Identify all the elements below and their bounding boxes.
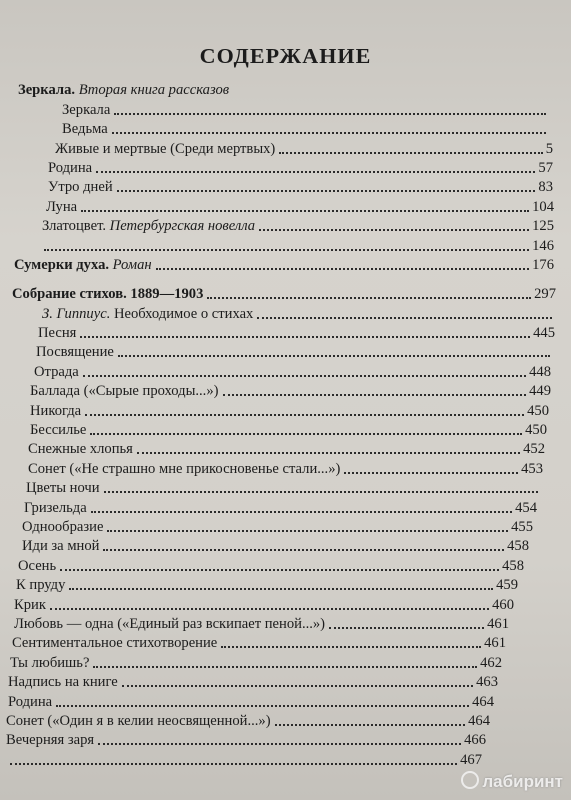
toc-entry-text: Луна xyxy=(46,198,78,215)
toc-entry-page-number: 467 xyxy=(460,751,482,768)
toc-entry-page-number: 450 xyxy=(525,422,547,439)
toc-entry-text: Баллада («Сырые проходы...») xyxy=(30,383,219,400)
toc-entry-text: Песня xyxy=(38,325,77,342)
toc-entry-page-number: 5 xyxy=(545,140,553,157)
toc-entry-page-number: 176 xyxy=(532,256,554,273)
toc-entry-title xyxy=(22,519,103,536)
toc-entry xyxy=(0,323,555,342)
toc-entry-text: Сентиментальное стихотворение xyxy=(12,635,218,652)
leader-dots xyxy=(107,529,508,532)
toc-entry-title xyxy=(12,635,217,652)
toc-entry xyxy=(0,303,555,322)
toc-entry xyxy=(0,497,537,516)
toc-entry-title xyxy=(6,732,94,749)
toc-entry-page-number: 460 xyxy=(492,596,514,613)
toc-entry-page-number: 459 xyxy=(496,577,518,594)
leader-dots xyxy=(83,374,526,377)
leader-dots xyxy=(156,267,529,270)
toc-entry xyxy=(0,517,533,536)
toc-entry-text: Гризельда xyxy=(24,499,87,516)
toc-entry xyxy=(0,284,556,303)
leader-dots xyxy=(275,723,466,726)
toc-entry-text: Посвящение xyxy=(36,344,114,361)
toc-entry-text: Родина xyxy=(48,159,93,176)
toc-entry-title xyxy=(14,597,46,614)
toc-entry-text: Крик xyxy=(14,596,46,613)
toc-entry-page-number: 449 xyxy=(529,383,551,400)
leader-dots xyxy=(257,316,552,319)
toc-entry-text: З. Гиппиус. xyxy=(42,305,111,322)
toc-entry xyxy=(0,138,553,157)
toc-entry-title xyxy=(14,257,152,274)
leader-dots xyxy=(80,335,530,338)
toc-entry xyxy=(0,80,557,99)
toc-entry xyxy=(0,555,524,574)
toc-entry xyxy=(0,652,502,671)
watermark-text: лабиринт xyxy=(482,772,563,791)
toc-entry-text: Зеркала xyxy=(62,101,111,118)
toc-entry-text: Зеркала. xyxy=(18,82,76,99)
toc-entry-page-number: 448 xyxy=(529,363,551,380)
toc-entry xyxy=(0,177,553,196)
toc-entry-text: Любовь — одна («Единый раз вскипает пеной...») xyxy=(14,615,326,632)
leader-dots xyxy=(117,189,536,192)
toc-entry-page-number: 83 xyxy=(538,179,553,196)
leader-dots xyxy=(233,94,554,95)
toc-entry-text: Надпись на книге xyxy=(8,674,118,691)
toc-entry-page-number: 464 xyxy=(472,693,494,710)
toc-entry-title xyxy=(18,82,229,99)
toc-entry-page-number: 462 xyxy=(480,654,502,671)
toc-entry-title xyxy=(34,364,79,381)
toc-entry-title xyxy=(62,102,110,119)
toc-entry-title xyxy=(10,655,89,672)
toc-entry-text: Сумерки духа. xyxy=(14,256,110,273)
leader-dots xyxy=(103,548,504,551)
toc-entry-page-number: 455 xyxy=(511,518,533,535)
toc-entry xyxy=(0,216,554,235)
toc-entry-page-number: 297 xyxy=(534,286,556,303)
toc-entry-page-number: 125 xyxy=(532,218,554,235)
toc-entry-text: Цветы ночи xyxy=(26,480,100,497)
toc-entry-text: Златоцвет. xyxy=(42,218,107,235)
toc-entry-text: Отрада xyxy=(34,363,79,380)
toc-entry xyxy=(0,439,545,458)
toc-entry xyxy=(0,749,482,768)
toc-entry-text: Родина xyxy=(8,693,53,710)
leader-dots xyxy=(93,665,477,668)
toc-entry-title xyxy=(26,480,100,497)
toc-entry xyxy=(0,400,549,419)
leader-dots xyxy=(114,112,546,115)
toc-entry-title xyxy=(46,199,77,216)
toc-entry-page-number: 453 xyxy=(521,460,543,477)
watermark-logo xyxy=(461,771,563,792)
toc-entry-page-number: 450 xyxy=(527,402,549,419)
toc-entry xyxy=(0,594,514,613)
leader-dots xyxy=(223,393,527,396)
leader-dots xyxy=(69,587,493,590)
toc-entry-text: Бессилье xyxy=(30,422,87,439)
toc-entry-title xyxy=(42,218,255,235)
toc-entry-text: Ведьма xyxy=(62,121,108,138)
toc-entry-title xyxy=(42,306,253,323)
toc-entry-page-number: 104 xyxy=(532,198,554,215)
leader-dots xyxy=(81,209,529,212)
toc-entry-page-number: 454 xyxy=(515,499,537,516)
toc-entry xyxy=(0,478,541,497)
page-title: СОДЕРЖАНИЕ xyxy=(199,44,372,68)
toc-entry-page-number: 458 xyxy=(502,557,524,574)
toc-entry-page-number: 461 xyxy=(487,615,509,632)
leader-dots xyxy=(279,151,542,154)
toc-entry-title xyxy=(22,538,99,555)
toc-entry-title xyxy=(48,179,113,196)
toc-entry-title xyxy=(30,383,219,400)
toc-entry xyxy=(0,614,509,633)
toc-entry-text: Однообразие xyxy=(22,518,104,535)
leader-dots xyxy=(56,704,469,707)
toc-entry-page-number: 146 xyxy=(532,237,554,254)
toc-entry xyxy=(0,119,549,138)
toc-entry-title xyxy=(48,160,92,177)
toc-entry-page-number: 445 xyxy=(533,325,555,342)
toc-entry xyxy=(0,99,549,118)
toc-entry-text: Осень xyxy=(18,557,57,574)
toc-entry xyxy=(0,342,553,361)
leader-dots xyxy=(344,471,518,474)
leader-dots xyxy=(60,568,499,571)
leader-dots xyxy=(85,413,524,416)
leader-dots xyxy=(98,742,461,745)
toc-entry xyxy=(0,633,506,652)
toc-entry xyxy=(0,730,486,749)
table-of-contents xyxy=(0,80,571,769)
leader-dots xyxy=(91,510,512,513)
toc-entry xyxy=(0,361,551,380)
toc-entry-page-number: 464 xyxy=(468,712,490,729)
toc-entry-title xyxy=(36,344,114,361)
toc-entry-text: Петербургская новелла xyxy=(106,218,256,235)
toc-entry xyxy=(0,196,554,215)
toc-entry-text: Вечерняя заря xyxy=(6,732,95,749)
leader-dots xyxy=(329,626,484,629)
leader-dots xyxy=(90,432,522,435)
toc-entry-title xyxy=(6,713,271,730)
toc-entry-page-number: 466 xyxy=(464,732,486,749)
toc-entry-text: Необходимое о стихах xyxy=(110,305,254,322)
toc-entry-text: Снежные хлопья xyxy=(28,441,133,458)
toc-entry xyxy=(0,672,498,691)
toc-entry xyxy=(0,458,543,477)
toc-entry-text: Никогда xyxy=(30,402,82,419)
leader-dots xyxy=(44,248,529,251)
toc-entry-title xyxy=(16,577,65,594)
toc-entry xyxy=(0,158,553,177)
toc-entry-page-number: 57 xyxy=(538,159,553,176)
toc-entry xyxy=(0,536,529,555)
toc-entry xyxy=(0,235,554,254)
toc-entry-title xyxy=(62,121,108,138)
toc-entry-page-number: 461 xyxy=(484,635,506,652)
leader-dots xyxy=(259,228,529,231)
toc-entry-page-number: 452 xyxy=(523,441,545,458)
leader-dots xyxy=(137,451,520,454)
toc-entry-text: Утро дней xyxy=(48,179,113,196)
toc-entry xyxy=(0,255,554,274)
toc-entry-text: Сонет («Один я в келии неосвященной...») xyxy=(6,712,271,729)
leader-dots xyxy=(104,490,538,493)
toc-entry-title xyxy=(8,694,52,711)
toc-entry-text: Живые и мертвые (Среди мертвых) xyxy=(55,140,276,157)
toc-entry-title xyxy=(30,422,86,439)
toc-entry xyxy=(0,711,490,730)
toc-entry-text: Вторая книга рассказов xyxy=(75,82,230,99)
toc-entry-title xyxy=(14,616,325,633)
toc-entry-title xyxy=(12,286,203,303)
section-spacer xyxy=(0,274,571,284)
leader-dots xyxy=(118,354,550,357)
toc-entry xyxy=(0,691,494,710)
toc-entry-title xyxy=(18,558,56,575)
labyrinth-logo-icon xyxy=(461,771,479,789)
toc-entry-text: Собрание стихов. 1889—1903 xyxy=(12,286,204,303)
leader-dots xyxy=(112,131,546,134)
toc-entry-text: К пруду xyxy=(16,577,66,594)
toc-entry xyxy=(0,420,547,439)
leader-dots xyxy=(10,762,457,765)
leader-dots xyxy=(221,645,481,648)
toc-entry-text: Иди за мной xyxy=(22,538,100,555)
toc-entry-text: Ты любишь? xyxy=(10,654,90,671)
leader-dots xyxy=(122,684,473,687)
leader-dots xyxy=(50,607,489,610)
toc-entry xyxy=(0,575,518,594)
toc-entry-page-number: 458 xyxy=(507,538,529,555)
toc-entry-title xyxy=(30,403,81,420)
toc-entry-text: Роман xyxy=(109,256,152,273)
toc-entry-text: Сонет («Не страшно мне прикосновенье стали...») xyxy=(28,460,341,477)
toc-entry-title xyxy=(28,441,133,458)
toc-entry xyxy=(0,381,551,400)
leader-dots xyxy=(207,296,531,299)
toc-entry-title xyxy=(38,325,76,342)
toc-entry-title xyxy=(24,500,87,517)
leader-dots xyxy=(96,170,535,173)
toc-entry-page-number: 463 xyxy=(476,674,498,691)
toc-entry-title xyxy=(55,141,275,158)
toc-entry-title xyxy=(8,674,118,691)
toc-entry-title xyxy=(28,461,340,478)
